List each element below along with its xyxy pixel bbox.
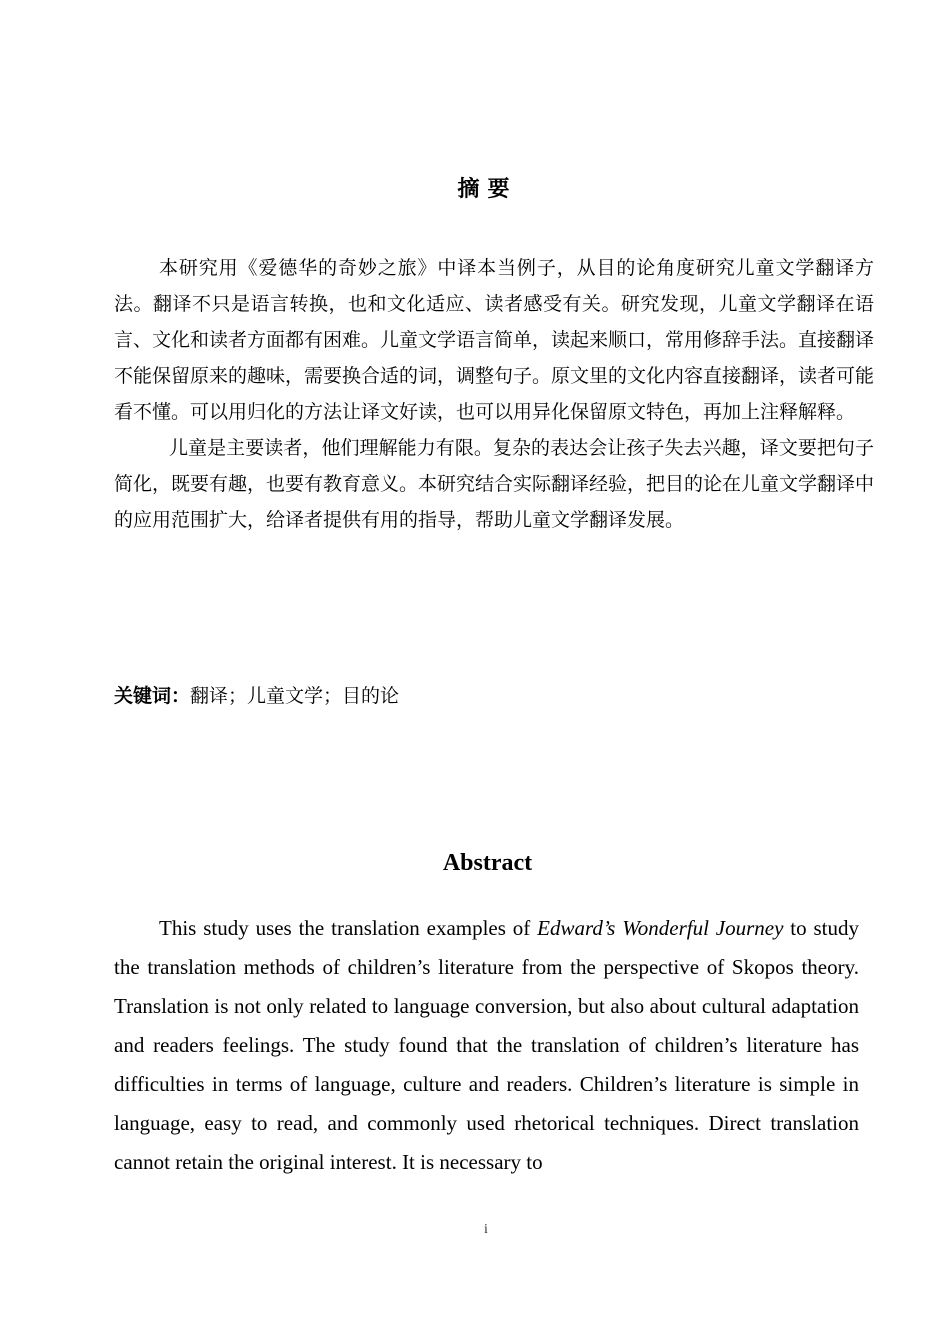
chinese-keywords [114, 678, 874, 714]
keywords-label: 关键词： [114, 685, 191, 707]
english-abstract-text-after-title: to study the translation methods of children’s literature from the perspective of Skopos theory. Translation is not only related to language conversion, but also about cultural adaptation and readers feelings. The study found that the translation of children’s literature has difficulties in terms of language, culture and readers. Children’s literature is simple in language, easy to read, and commonly used rhetorical techniques. Direct translation cannot retain the original interest. It is necessary to [114, 916, 859, 1174]
english-abstract-paragraph [114, 909, 859, 1182]
chinese-abstract-body [114, 250, 874, 538]
chinese-abstract-title: 摘要 [457, 177, 518, 202]
chinese-abstract-paragraph-2: 儿童是主要读者，他们理解能力有限。复杂的表达会让孩子失去兴趣，译文要把句子简化，既要有趣，也要有教育意义。本研究结合实际翻译经验，把目的论在儿童文学翻译中的应用范围扩大，给译者提供有用的指导，帮助儿童文学翻译发展。 [114, 437, 875, 531]
page-number: i [484, 1222, 488, 1237]
english-abstract-text-before-title: This study uses the translation examples of [159, 916, 538, 940]
english-abstract-title: Abstract [442, 850, 533, 876]
chinese-abstract-paragraph-1: 本研究用《爱德华的奇妙之旅》中译本当例子，从目的论角度研究儿童文学翻译方法。翻译不只是语言转换，也和文化适应、读者感受有关。研究发现，儿童文学翻译在语言、文化和读者方面都有困难。儿童文学语言简单，读起来顺口，常用修辞手法。直接翻译不能保留原来的趣味，需要换合适的词，调整句子。原文里的文化内容直接翻译，读者可能看不懂。可以用归化的方法让译文好读，也可以用异化保留原文特色，再加上注释解释。 [114, 257, 875, 423]
book-title: Edward’s Wonderful Journey [537, 916, 784, 940]
keywords-list: 翻译；儿童文学；目的论 [190, 685, 400, 707]
